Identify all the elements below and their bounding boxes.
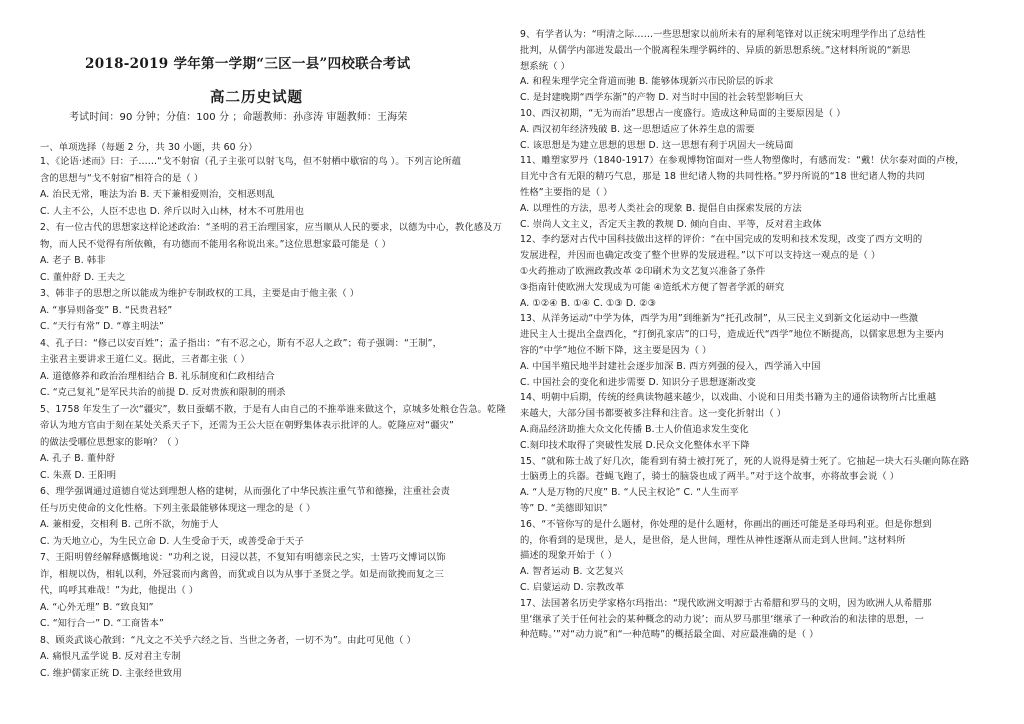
question-text-line: C. 该思想是为建立思想的思想 D. 这一思想有利于巩固大一统局面 xyxy=(520,139,794,151)
question-text-line: 目光中含有无限的精巧气息，那是 18 世纪诸人物的共同性格。”罗丹所说的“18 世纪诸人物的共同 xyxy=(520,171,925,183)
question-text-line: C. 崇尚人文主义，否定天主教的教规 D. 倾向自由、平等，反对君主政体 xyxy=(520,218,822,230)
question-text-line: 15、“就和陈士战了好几次，能看到有骑士被打死了，死的人说得是骑士死了。它抽起一块大石头砸向陈在路 xyxy=(520,455,970,467)
question-text-line: 3、韩非子的思想之所以能成为维护专制政权的工具，主要是由于他主张（ ） xyxy=(40,288,360,299)
question-text-line: 4、孔子曰：“修己以安百姓”；孟子指出：“有不忍之心，斯有不忍人之政”；荀子强调：“王制”， xyxy=(40,337,442,349)
question-text-line: C. “克己复礼”是军民共治的前提 D. 反对贵族和限制的刑杀 xyxy=(40,387,286,398)
question-text-line: ③指南针使欧洲大发现成为可能 ④造纸术方便了智者学派的研究 xyxy=(520,281,785,293)
section-heading: 一、单项选择（每题 2 分，共 30 小题，共 60 分） xyxy=(40,142,258,153)
question-text-line: C. 董仲舒 D. 王夫之 xyxy=(40,271,126,283)
question-text-line: 诈，相规以伪，相轧以利，外冠裳而内禽兽，而犹或自以为从事于圣贤之学。如是而欲挽而复之三 xyxy=(40,568,445,580)
question-text-line: C. 为天地立心，为生民立命 D. 人生受命于天，或善受命于天子 xyxy=(40,535,305,547)
question-text-line: 14、明朝中后期，传统的经典读物越来越少，以戏曲、小说和日用类书籍为主的通俗读物所占比重越 xyxy=(520,392,937,404)
question-text-line: A.商品经济助推大众文化传播 B.士人价值追求发生变化 xyxy=(520,424,749,435)
question-text-line: 士脑勇上的兵器。苍蝇飞跑了，骑士的脑袋也成了两半。”对于这个故事，亦将故事会说（ ） xyxy=(520,471,900,483)
question-text-line: 想系统（ ） xyxy=(520,60,571,72)
question-text-line: 等” D. “美德即知识” xyxy=(520,503,608,514)
question-text-line: C. 维护儒家正统 D. 主张经世致用 xyxy=(40,667,182,679)
question-text-line: C. 启蒙运动 D. 宗教改革 xyxy=(520,582,625,593)
question-text-line: C. 人主不公，人臣不忠也 D. 斧斤以时入山林，材木不可胜用也 xyxy=(40,205,305,217)
question-text-line: C.刻印技术取得了突破性发展 D.民众文化整体水平下降 xyxy=(520,439,750,451)
question-text-line: 含的思想与“戈不射宿”相符合的是（ ） xyxy=(40,172,204,184)
question-text-line: C. 中国社会的变化和进步需要 D. 知识分子思想逐渐改变 xyxy=(520,376,756,388)
question-text-line: A. 智者运动 B. 文艺复兴 xyxy=(520,566,624,578)
question-text-line: 5、1758 年发生了一次“疆灾”，数日蚕蠕不散，于是有人由自己的不推举谁来做这个，京城多处粮仓告急。乾隆 xyxy=(40,403,506,415)
question-text-line: 1、《论语·述而》曰：子……“戈不射宿（孔子主张可以射飞鸟，但不射栖中歇宿的鸟 ）。下列言论所蕴 xyxy=(40,156,462,167)
exam-info: 考试时间：90 分钟；分值：100 分 ；命题教师：孙彦涛 审题教师：王海荣 xyxy=(69,112,408,123)
question-text-line: A. ①②④ B. ①④ C. ①③ D. ②③ xyxy=(520,297,657,309)
question-text-line: 描述的现象开始于（ ） xyxy=(520,550,618,562)
question-text-line: C. 朱熹 D. 王阳明 xyxy=(40,469,117,481)
question-text-line: A. 西汉初年经济残破 B. 这一思想适应了休养生息的需要 xyxy=(520,123,755,135)
exam-title: 2018-2019 学年第一学期“三区一县”四校联合考试 xyxy=(85,56,411,72)
question-text-line: 容的“中学”地位不断下降，这主要是因为（ ） xyxy=(520,345,712,356)
question-text-line: 的，你看到的是现世，是人，是世俗，是人世间，理性从神性逐渐从而走到人世间。”这材料所 xyxy=(520,534,906,546)
question-text-line: 13、从洋务运动“中学为体，西学为用”到维新为“托孔改制”，从三民主义到新文化运动中一些激 xyxy=(520,313,919,325)
question-text-line: C. 是封建晚期“西学东渐”的产物 D. 对当时中国的社会转型影响巨大 xyxy=(520,92,804,104)
question-text-line: 进民主人士提出全盘西化，“打倒孔家店”的口号，造成近代“西学”地位不断提高，以儒家思想为主要内 xyxy=(520,329,944,341)
question-text-line: 11、雕塑家罗丹（1840-1917）在参观博物馆面对一些人物塑像时，有感而发：“戴！伏尔泰对面的卢梭， xyxy=(520,155,965,167)
question-text-line: A. “人是万物的尺度” B. “人民主权论” C. “人生而平 xyxy=(520,487,739,499)
question-text-line: A. 和程朱理学完全背道而驰 B. 能够体现新兴市民阶层的诉求 xyxy=(520,76,774,88)
question-text-line: A. 孔子 B. 董仲舒 xyxy=(40,453,116,464)
question-text-line: 17、法国著名历史学家格尔玛指出：“现代欧洲文明源于古希腊和罗马的文明，因为欧洲人从希腊那 xyxy=(520,597,932,609)
question-text-line: 种范畴。’”对“动力说”和“一种范畴”的概括最全面、对应最准确的是（ ） xyxy=(520,629,819,641)
question-text-line: 主张君主要讲求王道仁义。据此，三者都主张（ ） xyxy=(40,354,250,365)
question-text-line: A. 兼相爱，交相利 B. 己所不欲，勿施于人 xyxy=(40,519,219,530)
question-text-line: C. “天行有常” D. “尊主明法” xyxy=(40,321,164,332)
question-text-line: A. “事异则备变” B. “民贵君轻” xyxy=(40,304,173,316)
question-text-line: 的做法受哪位思想家的影响？（ ） xyxy=(40,436,185,448)
question-text-line: 16、“不管你写的是什么题材，你处理的是什么题材，你画出的画还可能是圣母玛利亚。但是你想到 xyxy=(520,518,932,530)
exam-subtitle: 高二历史试题 xyxy=(210,89,303,106)
question-text-line: A. 道德修养和政治治理相结合 B. 礼乐制度和仁政相结合 xyxy=(40,370,275,382)
question-text-line: 10、西汉初期，“无为而治”思想占一度盛行。造成这种局面的主要原因是（ ） xyxy=(520,108,846,119)
question-text-line: 里‘继承了关于任何社会的某种概念的动力说’；而从罗马那里‘继承了一种政治的和法律的思想，一 xyxy=(520,613,924,625)
question-text-line: C. “知行合一” D. “工商皆本” xyxy=(40,618,164,629)
question-text-line: A. “心外无理” B. “致良知” xyxy=(40,601,154,613)
question-text-line: 代，呜呼其难哉！”为此，他提出（ ） xyxy=(40,585,199,596)
question-text-line: 批判，从儒学内部迸发最出一个脱离程朱理学羁绊的、异质的新思想系统。”这材料所说的“新思 xyxy=(520,44,911,56)
question-text-line: 9、有学者认为：“明清之际……一些思想家以前所未有的犀利笔锋对以正统宋明理学作出了总结性 xyxy=(520,29,926,40)
question-text-line: 12、李约瑟对古代中国科技做出这样的评价：“在中国完成的发明和技术发现，改变了西方文明的 xyxy=(520,234,923,246)
question-text-line: 发展进程，并因而也确定改变了整个世界的发展进程。”以下可以支持这一观点的是（ ） xyxy=(520,250,881,262)
question-text-line: ①火药推动了欧洲政教改革 ②印刷术为文艺复兴准备了条件 xyxy=(520,266,766,277)
question-text-line: A. 治民无常，唯法为治 B. 天下兼相爱则治，交相恶则乱 xyxy=(40,189,275,200)
question-text-line: 2、有一位古代的思想家这样论述政治：“圣明的君王治理国家，应当顺从人民的要求，以德为中心，教化感及万 xyxy=(40,222,502,233)
question-text-line: 任与历史使命的文化性格。下列主张最能够体现这一理念的是（ ） xyxy=(40,502,316,514)
question-text-line: 来越大，大部分国书都要被多注释和注音。这一变化折射出（ ） xyxy=(520,408,787,420)
question-text-line: A. 痛恨凡孟学说 B. 反对君主专制 xyxy=(40,651,181,662)
question-text-line: 8、顾炎武谈心散到：“凡文之不关乎六经之旨、当世之务者，一切不为”。由此可见他（ ） xyxy=(40,634,416,646)
question-text-line: 性格”主要指的是（ ） xyxy=(520,187,613,198)
question-text-line: A. 老子 B. 韩非 xyxy=(40,255,106,266)
question-text-line: 物，而人民不觉得有所依赖，有功德而不能用名称说出来。”这位思想家最可能是（ ） xyxy=(40,238,392,250)
question-text-line: 帝认为地方官由于刻在某处关系天子下，还需为王公大臣在朝野集体表示批评的人。乾隆应对“疆灾” xyxy=(40,420,454,431)
question-text-line: A. 中国半殖民地半封建社会逐步加深 B. 西方列强的侵入，西学涌入中国 xyxy=(520,360,821,372)
question-text-line: 6、理学强调通过道德自觉达到理想人格的建树，从而强化了中华民族注重气节和德操，注重社会责 xyxy=(40,486,451,497)
question-text-line: 7、王阳明曾经解释感慨地说：“功利之说，日浸以甚，不复知有明德亲民之实，士皆巧文博词以饰 xyxy=(40,552,446,563)
question-text-line: A. 以理性的方法，思考人类社会的现象 B. 提倡自由探索发展的方法 xyxy=(520,202,802,214)
